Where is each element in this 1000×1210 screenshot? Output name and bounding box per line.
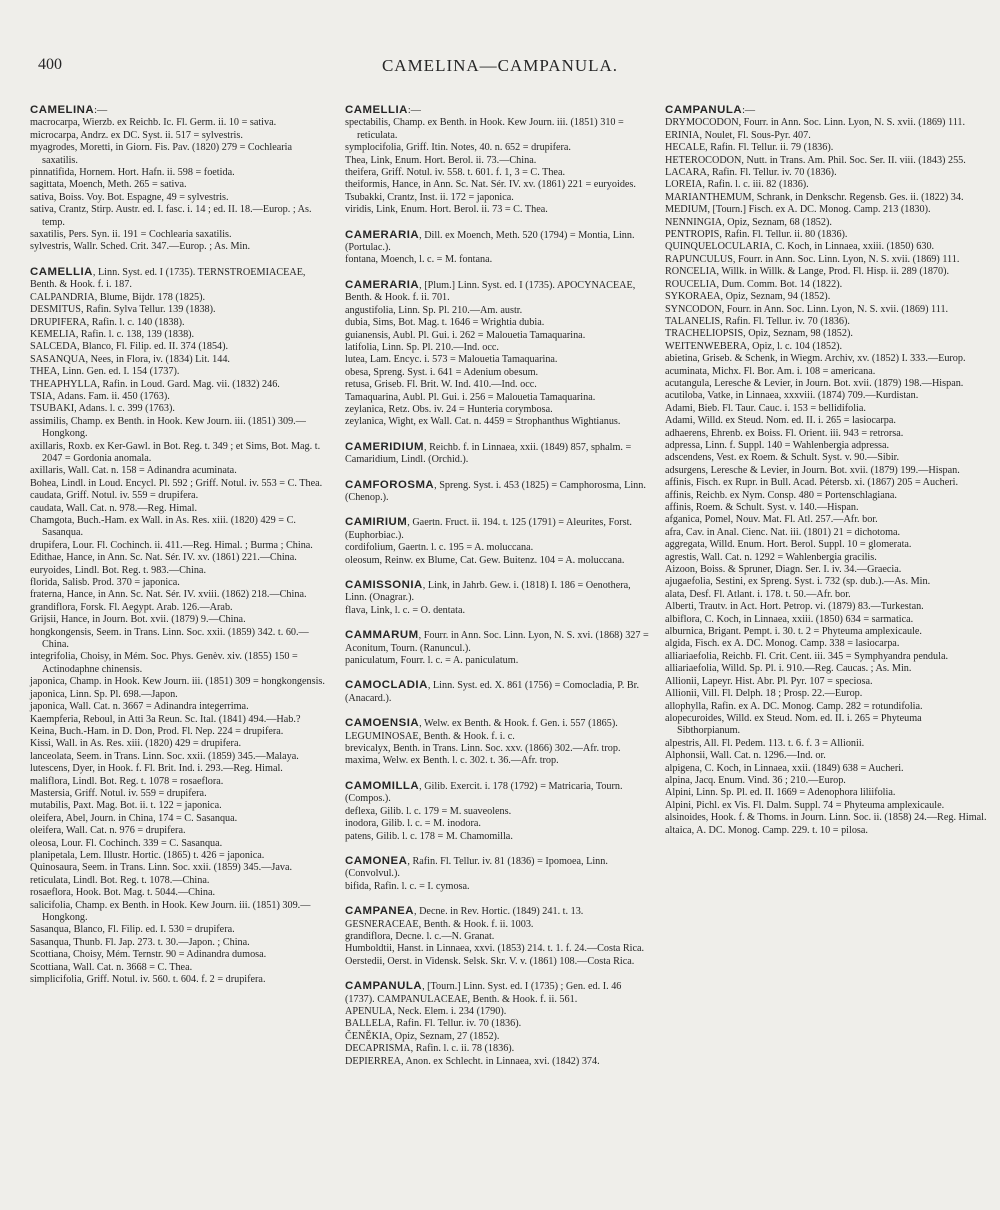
species-entry: paniculatum, Fourr. l. c. = A. paniculatum. <box>345 655 519 667</box>
genus-heading-entry: CAMISSONIA, Link, in Jahrb. Gew. i. (1818) I. 186 = Oenothera, Linn. (Onagrar.). <box>345 579 631 604</box>
entry-gap <box>345 467 650 475</box>
genus-heading-entry: CAMPANULA:— <box>665 104 756 116</box>
species-entry: Allionii, Lapeyr. Hist. Abr. Pl. Pyr. 107 = speciosa. <box>665 675 873 687</box>
species-entry: affinis, Fisch. ex Rupr. in Bull. Acad. Pétersb. xi. (1867) 205 = Aucheri. <box>665 477 959 489</box>
species-entry: japonica, Linn. Sp. Pl. 698.—Japon. <box>30 688 178 700</box>
species-entry: agrestis, Wall. Cat. n. 1292 = Wahlenbergia gracilis. <box>665 551 877 563</box>
genus-heading-entry: CAMFOROSMA, Spreng. Syst. i. 453 (1825) = Camphorosma, Linn. (Chenop.). <box>345 478 646 503</box>
species-entry: aggregata, Willd. Enum. Hort. Berol. Suppl. 10 = glomerata. <box>665 539 912 551</box>
species-entry: hongkongensis, Seem. in Trans. Linn. Soc. xxii. (1859) 342. t. 60.—China. <box>30 626 309 651</box>
species-entry: mutabilis, Paxt. Mag. Bot. ii. t. 122 = japonica. <box>30 800 222 812</box>
genus-name: CAMELLIA <box>345 104 408 116</box>
species-entry: ERINIA, Noulet, Fl. Sous-Pyr. 407. <box>665 129 811 141</box>
species-entry: Alberti, Trautv. in Act. Hort. Petrop. vi. (1879) 83.—Turkestan. <box>665 601 924 613</box>
genus-name: CAMERARIA <box>345 228 420 241</box>
species-entry: oleosum, Reinw. ex Blume, Cat. Gew. Buitenz. 104 = A. moluccana. <box>345 554 625 566</box>
genus-heading-entry: CAMERARIA, [Plum.] Linn. Syst. ed. I (1735). APOCYNACEAE, Benth. & Hook. f. ii. 701. <box>345 278 636 304</box>
species-entry: Tsubakki, Crantz, Inst. ii. 172 = japonica. <box>345 191 514 203</box>
species-entry: planipetala, Lem. Illustr. Hortic. (1865) t. 426 = japonica. <box>30 849 265 861</box>
genus-heading-entry: CAMPANULA, [Tourn.] Linn. Syst. ed. I (1735) ; Gen. ed. I. 46 (1737). CAMPANULACEAE, Benth. & Hook. f. ii. 561. <box>345 980 622 1005</box>
species-entry: SYNCODON, Fourr. in Ann. Soc. Linn. Lyon, N. S. xvii. (1869) 111. <box>665 303 949 315</box>
species-entry: SASANQUA, Nees, in Flora, iv. (1834) Lit. 144. <box>30 353 230 365</box>
species-entry: alata, Desf. Fl. Atlant. i. 178. t. 50.—Afr. bor. <box>665 588 851 600</box>
species-entry: MEDIUM, [Tourn.] Fisch. ex A. DC. Monog. Camp. 213 (1830). <box>665 204 931 216</box>
species-entry: oleosa, Lour. Fl. Cochinch. 339 = C. Sasanqua. <box>30 837 223 849</box>
entry-gap <box>30 254 330 262</box>
species-entry: caudata, Griff. Notul. iv. 559 = drupifera. <box>30 490 199 502</box>
species-entry: sativa, Boiss. Voy. Bot. Espagne, 49 = sylvestris. <box>30 191 229 203</box>
species-entry: altaica, A. DC. Monog. Camp. 229. t. 10 = pilosa. <box>665 824 868 836</box>
species-entry: fraterna, Hance, in Ann. Sc. Nat. Sér. IV. xviii. (1862) 218.—China. <box>30 589 307 601</box>
species-entry: sagittata, Moench, Meth. 265 = sativa. <box>30 179 187 191</box>
species-entry: adhaerens, Ehrenb. ex Boiss. Fl. Orient. iii. 943 = retrorsa. <box>665 427 904 439</box>
species-entry: Oerstedii, Oerst. in Vidensk. Selsk. Skr. V. v. (1861) 108.—Costa Rica. <box>345 955 635 967</box>
species-entry: Sasanqua, Thunb. Fl. Jap. 273. t. 30.—Japon. ; China. <box>30 936 250 948</box>
genus-name: CAMPANULA <box>665 104 743 116</box>
genus-heading-entry: CAMONEA, Rafin. Fl. Tellur. iv. 81 (1836) = Ipomoea, Linn. (Convolvul.). <box>345 854 608 880</box>
species-entry: KEMELIA, Rafin. l. c. 138, 139 (1838). <box>30 328 195 340</box>
genus-heading-entry: CAMERIDIUM, Reichb. f. in Linnaea, xxii. (1849) 857, sphalm. = Camaridium, Lindl. (Orchid.). <box>345 440 632 466</box>
genus-name: CAMERARIA <box>345 278 420 291</box>
species-entry: MARIANTHEMUM, Schrank, in Denkschr. Regensb. Ges. ii. (1822) 34. <box>665 191 964 203</box>
species-entry: Alphonsii, Wall. Cat. n. 1296.—Ind. or. <box>665 750 826 762</box>
species-entry: salicifolia, Champ. ex Benth. in Hook. Kew Journ. iii. (1851) 309.—Hongkong. <box>30 899 311 923</box>
species-entry: alpigena, C. Koch, in Linnaea, xxii. (1849) 638 = Aucheri. <box>665 762 904 774</box>
species-entry: deflexa, Gilib. l. c. 179 = M. suaveolens. <box>345 805 512 817</box>
genus-name: CAMOENSIA <box>345 717 420 730</box>
species-entry: Mastersia, Griff. Notul. iv. 559 = drupifera. <box>30 787 207 799</box>
species-entry: lutescens, Dyer, in Hook. f. Fl. Brit. Ind. i. 293.—Reg. Himal. <box>30 763 283 775</box>
species-entry: obesa, Spreng. Syst. i. 641 = Adenium obesum. <box>345 366 539 378</box>
species-entry: Kaempferia, Reboul, in Atti 3a Reun. Sc. Ital. (1841) 494.—Hab.? <box>30 713 301 725</box>
species-entry: adsurgens, Leresche & Levier, in Journ. Bot. xvii. (1879) 199.—Hispan. <box>665 464 960 476</box>
species-entry: acutangula, Leresche & Levier, in Journ. Bot. xvii. (1879) 198.—Hispan. <box>665 377 964 389</box>
species-entry: pinnatifida, Hornem. Hort. Hafn. ii. 598 = foetida. <box>30 167 235 179</box>
species-entry: Kissi, Wall. in As. Res. xiii. (1820) 429 = drupifera. <box>30 738 242 750</box>
species-entry: rosaeflora, Hook. Bot. Mag. t. 5044.—China. <box>30 887 216 899</box>
species-entry: SYKORAEA, Opiz, Seznam, 94 (1852). <box>665 291 831 303</box>
species-entry: maliflora, Lindl. Bot. Reg. t. 1078 = rosaeflora. <box>30 775 224 787</box>
species-entry: symplocifolia, Griff. Itin. Notes, 40. n. 652 = drupifera. <box>345 142 571 154</box>
species-entry: retusa, Griseb. Fl. Brit. W. Ind. 410.—Ind. occ. <box>345 379 537 391</box>
species-entry: Allionii, Vill. Fl. Delph. 18 ; Prosp. 22.—Europ. <box>665 688 863 700</box>
entry-gap <box>345 617 650 625</box>
genus-heading-entry: CAMELLIA, Linn. Syst. ed. I (1735). TERNSTROEMIACEAE, Benth. & Hook. f. i. 187. <box>30 265 306 291</box>
species-entry: DESMITUS, Rafin. Sylva Tellur. 139 (1838). <box>30 304 216 316</box>
species-entry: allophylla, Rafin. ex A. DC. Monog. Camp. 282 = rotundifolia. <box>665 700 923 712</box>
genus-name: CAMOMILLA <box>345 779 420 792</box>
species-entry: patens, Gilib. l. c. 178 = M. Chamomilla. <box>345 830 513 842</box>
species-entry: HECALE, Rafin. Fl. Tellur. ii. 79 (1836). <box>665 142 834 154</box>
species-entry: zeylanica, Retz. Obs. iv. 24 = Hunteria corymbosa. <box>345 403 553 415</box>
species-entry: WEITENWEBERA, Opiz, l. c. 104 (1852). <box>665 340 843 352</box>
entry-gap <box>345 705 650 713</box>
genus-heading-entry: CAMELINA:— <box>30 104 108 116</box>
species-entry: Adami, Willd. ex Steud. Nom. ed. II. i. 265 = lasiocarpa. <box>665 415 896 427</box>
entry-gap <box>345 843 650 851</box>
species-entry: TRACHELIOPSIS, Opiz, Seznam, 98 (1852). <box>665 328 853 340</box>
species-entry: drupifera, Lour. Fl. Cochinch. ii. 411.—Reg. Himal. ; Burma ; China. <box>30 539 313 551</box>
genus-heading-entry: CAMPANEA, Decne. in Rev. Hortic. (1849) 241. t. 13. GESNERACEAE, Benth. & Hook. f. ii. 1003. <box>345 905 584 930</box>
species-entry: spectabilis, Champ. ex Benth. in Hook. Kew Journ. iii. (1851) 310 = reticulata. <box>345 117 624 141</box>
species-entry: CALPANDRIA, Blume, Bijdr. 178 (1825). <box>30 291 206 303</box>
species-entry: Keina, Buch.-Ham. in D. Don, Prod. Fl. Nep. 224 = drupifera. <box>30 725 284 737</box>
column-3 <box>665 100 987 837</box>
species-entry: oleifera, Abel, Journ. in China, 174 = C. Sasanqua. <box>30 812 238 824</box>
species-entry: TSIA, Adans. Fam. ii. 450 (1763). <box>30 390 170 402</box>
species-entry: euryoides, Lindl. Bot. Reg. t. 983.—China. <box>30 564 207 576</box>
species-entry: THEAPHYLLA, Rafin. in Loud. Gard. Mag. vii. (1832) 246. <box>30 378 280 390</box>
entry-gap <box>345 968 650 976</box>
species-entry: ajugaefolia, Sestini, ex Spreng. Syst. i. 732 (sp. dub.).—As. Min. <box>665 576 931 588</box>
species-entry: bifida, Rafin. l. c. = I. cymosa. <box>345 880 470 892</box>
genus-name: CAMIRIUM <box>345 516 408 529</box>
genus-heading-entry: CAMIRIUM, Gaertn. Fruct. ii. 194. t. 125 (1791) = Aleurites, Forst. (Euphorbiac.). <box>345 516 632 541</box>
species-entry: theiformis, Hance, in Ann. Sc. Nat. Sér. IV. xv. (1861) 221 = euryoides. <box>345 179 636 191</box>
genus-heading-entry: CAMOENSIA, Welw. ex Benth. & Hook. f. Gen. i. 557 (1865). LEGUMINOSAE, Benth. & Hook. f. i. c. <box>345 717 618 742</box>
species-entry: fontana, Moench, l. c. = M. fontana. <box>345 254 493 266</box>
species-entry: integrifolia, Choisy, in Mém. Soc. Phys. Genèv. xiv. (1855) 150 = Actinodaphne chinensis. <box>30 651 298 675</box>
genus-name: CAMELINA <box>30 104 95 116</box>
species-entry: APENULA, Neck. Elem. i. 234 (1790). <box>345 1005 507 1017</box>
species-entry: affinis, Reichb. ex Nym. Consp. 480 = Portenschlagiana. <box>665 489 897 501</box>
species-entry: NENNINGIA, Opiz, Seznam, 68 (1852). <box>665 216 832 228</box>
species-entry: alopecuroides, Willd. ex Steud. Nom. ed. II. i. 265 = Phyteuma Sibthorpianum. <box>665 712 922 737</box>
species-entry: afra, Cav. in Anal. Cienc. Nat. iii. (1801) 21 = dichotoma. <box>665 526 901 538</box>
genus-name: CAMERIDIUM <box>345 440 425 453</box>
species-entry: flava, Link, l. c. = O. dentata. <box>345 604 466 616</box>
genus-name: CAMONEA <box>345 854 408 867</box>
species-entry: axillaris, Wall. Cat. n. 158 = Adinandra acuminata. <box>30 465 237 477</box>
column-1 <box>30 100 330 986</box>
species-entry: simplicifolia, Griff. Notul. iv. 560. t. 604. f. 2 = drupifera. <box>30 974 266 986</box>
species-entry: microcarpa, Andrz. ex DC. Syst. ii. 517 = sylvestris. <box>30 129 243 141</box>
species-entry: RAPUNCULUS, Fourr. in Ann. Soc. Linn. Lyon, N. S. xvii. (1869) 111. <box>665 253 960 265</box>
species-entry: latifolia, Linn. Sp. Pl. 210.—Ind. occ. <box>345 341 499 353</box>
species-entry: lutea, Lam. Encyc. i. 573 = Malouetia Tamaquarina. <box>345 354 558 366</box>
entry-gap <box>345 217 650 225</box>
species-entry: Humboldtii, Hanst. in Linnaea, xxvi. (1853) 214. t. 1. f. 24.—Costa Rica. <box>345 943 645 955</box>
species-entry: angustifolia, Linn. Sp. Pl. 210.—Am. austr. <box>345 304 523 316</box>
species-entry: dubia, Sims, Bot. Mag. t. 1646 = Wrightia dubia. <box>345 317 545 329</box>
species-entry: TSUBAKI, Adans. l. c. 399 (1763). <box>30 403 175 415</box>
species-entry: japonica, Champ. in Hook. Kew Journ. iii. (1851) 309 = hongkongensis. <box>30 676 325 688</box>
species-entry: algida, Fisch. ex A. DC. Monog. Camp. 338 = lasiocarpa. <box>665 638 900 650</box>
genus-heading-entry: CAMOCLADIA, Linn. Syst. ed. X. 861 (1756) = Comocladia, P. Br. (Anacard.). <box>345 679 640 704</box>
genus-name: CAMMARUM <box>345 629 419 642</box>
species-entry: Chamgota, Buch.-Ham. ex Wall. in As. Res. xiii. (1820) 429 = C. Sasanqua. <box>30 515 296 539</box>
species-entry: HETEROCODON, Nutt. in Trans. Am. Phil. Soc. Ser. II. viii. (1843) 255. <box>665 154 966 166</box>
species-entry: SALCEDA, Blanco, Fl. Filip. ed. II. 374 (1854). <box>30 341 229 353</box>
species-entry: cordifolium, Gaertn. l. c. 195 = A. moluccana. <box>345 542 534 554</box>
genus-heading-entry: CAMMARUM, Fourr. in Ann. Soc. Linn. Lyon, N. S. xvi. (1868) 327 = Aconitum, Tourn. (Ranuncul.). <box>345 629 649 654</box>
species-entry: ROUCELIA, Dum. Comm. Bot. 14 (1822). <box>665 278 843 290</box>
species-entry: Tamaquarina, Aubl. Pl. Gui. i. 256 = Malouetia Tamaquarina. <box>345 391 596 403</box>
species-entry: alliariaefolia, Willd. Sp. Pl. i. 910.—Reg. Caucas. ; As. Min. <box>665 663 912 675</box>
species-entry: grandiflora, Forsk. Fl. Aegypt. Arab. 126.—Arab. <box>30 601 233 613</box>
species-entry: LACARA, Rafin. Fl. Tellur. iv. 70 (1836). <box>665 167 837 179</box>
species-entry: florida, Salisb. Prod. 370 = japonica. <box>30 577 180 589</box>
species-entry: alliariaefolia, Reichb. Fl. Crit. Cent. iii. 345 = Symphyandra pendula. <box>665 650 949 662</box>
species-entry: sylvestris, Wallr. Sched. Crit. 347.—Europ. ; As. Min. <box>30 241 250 253</box>
species-entry: Alpini, Linn. Sp. Pl. ed. II. 1669 = Adenophora liliifolia. <box>665 787 896 799</box>
species-entry: assimilis, Champ. ex Benth. in Hook. Kew Journ. iii. (1851) 309.—Hongkong. <box>30 415 306 440</box>
page-number: 400 <box>38 56 62 73</box>
entry-gap <box>345 667 650 675</box>
species-entry: acuminata, Michx. Fl. Bor. Am. i. 108 = americana. <box>665 365 876 377</box>
species-entry: macrocarpa, Wierzb. ex Reichb. Ic. Fl. Germ. ii. 10 = sativa. <box>30 117 277 129</box>
species-entry: THEA, Linn. Gen. ed. I. 154 (1737). <box>30 366 180 378</box>
column-2 <box>345 100 650 1068</box>
species-entry: inodora, Gilib. l. c. = M. inodora. <box>345 818 481 830</box>
species-entry: QUINQUELOCULARIA, C. Koch, in Linnaea, xxiii. (1850) 630. <box>665 241 935 253</box>
species-entry: oleifera, Wall. Cat. n. 976 = drupifera. <box>30 825 186 837</box>
species-entry: Bohea, Lindl. in Loud. Encycl. Pl. 592 ; Griff. Notul. iv. 553 = C. Thea. <box>30 477 323 489</box>
species-entry: Sasanqua, Blanco, Fl. Filip. ed. I. 530 = drupifera. <box>30 924 235 936</box>
entry-gap <box>345 429 650 437</box>
species-entry: caudata, Wall. Cat. n. 978.—Reg. Himal. <box>30 502 198 514</box>
species-entry: Alpini, Pichl. ex Vis. Fl. Dalm. Suppl. 74 = Phyteuma amplexicaule. <box>665 799 945 811</box>
running-title: CAMELINA—CAMPANULA. <box>381 56 619 75</box>
species-entry: viridis, Link, Enum. Hort. Berol. ii. 73 = C. Thea. <box>345 204 548 216</box>
genus-name: CAMOCLADIA <box>345 679 428 692</box>
species-entry: TALANELIS, Rafin. Fl. Tellur. iv. 70 (1836). <box>665 315 850 327</box>
entry-gap <box>345 567 650 575</box>
species-entry: ČENĚKIA, Opiz, Seznam, 27 (1852). <box>345 1030 500 1042</box>
species-entry: adpressa, Linn. f. Suppl. 140 = Wahlenbergia adpressa. <box>665 439 890 451</box>
species-entry: saxatilis, Pers. Syn. ii. 191 = Cochlearia saxatilis. <box>30 229 232 241</box>
species-entry: grandiflora, Decne. l. c.—N. Granat. <box>345 930 495 942</box>
species-entry: Edithae, Hance, in Ann. Sc. Nat. Sér. IV. xv. (1861) 221.—China. <box>30 552 297 564</box>
entry-gap <box>345 893 650 901</box>
species-entry: RONCELIA, Willk. in Willk. & Lange, Prod. Fl. Hisp. ii. 289 (1870). <box>665 266 950 278</box>
species-entry: alsinoides, Hook. f. & Thoms. in Journ. Linn. Soc. ii. (1858) 24.—Reg. Himal. <box>665 812 987 824</box>
species-entry: PENTROPIS, Rafin. Fl. Tellur. ii. 80 (1836). <box>665 229 848 241</box>
species-entry: Scottiana, Choisy, Mém. Ternstr. 90 = Adinandra dumosa. <box>30 949 267 961</box>
species-entry: alpestris, All. Fl. Pedem. 113. t. 6. f. 3 = Allionii. <box>665 737 865 749</box>
species-entry: DRYMOCODON, Fourr. in Ann. Soc. Linn. Lyon, N. S. xvii. (1869) 111. <box>665 117 966 129</box>
genus-heading-entry: CAMOMILLA, Gilib. Exercit. i. 178 (1792) = Matricaria, Tourn. (Compos.). <box>345 779 623 805</box>
species-entry: afganica, Pomel, Nouv. Mat. Fl. Atl. 257.—Afr. bor. <box>665 514 878 526</box>
entry-gap <box>345 267 650 275</box>
species-entry: LOREIA, Rafin. l. c. iii. 82 (1836). <box>665 179 809 191</box>
entry-gap <box>345 768 650 776</box>
genus-heading-entry: CAMELLIA:— <box>345 104 421 116</box>
genus-name: CAMPANEA <box>345 905 414 918</box>
species-entry: Quinosaura, Seem. in Trans. Linn. Soc. xxii. (1859) 345.—Java. <box>30 862 293 874</box>
species-entry: BALLELA, Rafin. Fl. Tellur. iv. 70 (1836). <box>345 1018 522 1030</box>
species-entry: DRUPIFERA, Rafin. l. c. 140 (1838). <box>30 316 185 328</box>
species-entry: alpina, Jacq. Enum. Vind. 36 ; 210.—Europ. <box>665 774 846 786</box>
species-entry: guianensis, Aubl. Pl. Gui. i. 262 = Malouetia Tamaquarina. <box>345 329 586 341</box>
species-entry: myagrodes, Moretti, in Giorn. Fis. Pav. (1820) 279 = Cochlearia saxatilis. <box>30 142 292 166</box>
species-entry: abietina, Griseb. & Schenk, in Wiegm. Archiv, xv. (1852) I. 333.—Europ. <box>665 353 966 365</box>
species-entry: Aizoon, Boiss. & Spruner, Diagn. Ser. I. iv. 34.—Graecia. <box>665 564 902 576</box>
species-entry: sativa, Crantz, Stirp. Austr. ed. I. fasc. i. 14 ; ed. II. 18.—Europ. ; As. temp. <box>30 204 312 228</box>
species-entry: DEPIERREA, Anon. ex Schlecht. in Linnaea, xvi. (1842) 374. <box>345 1055 600 1067</box>
species-entry: Grijsii, Hance, in Journ. Bot. xvii. (1879) 9.—China. <box>30 614 246 626</box>
species-entry: Scottiana, Wall. Cat. n. 3668 = C. Thea. <box>30 961 193 973</box>
species-entry: japonica, Wall. Cat. n. 3667 = Adinandra integerrima. <box>30 701 249 713</box>
species-entry: axillaris, Roxb. ex Ker-Gawl. in Bot. Reg. t. 349 ; et Sims, Bot. Mag. t. 2047 = Gordonia anomala. <box>30 440 321 464</box>
genus-name: CAMFOROSMA <box>345 478 435 491</box>
genus-name: CAMISSONIA <box>345 579 423 591</box>
species-entry: adscendens, Vest. ex Roem. & Schult. Syst. v. 90.—Sibir. <box>665 452 900 464</box>
genus-heading-entry: CAMERARIA, Dill. ex Moench, Meth. 520 (1794) = Montia, Linn. (Portulac.). <box>345 228 635 254</box>
species-entry: brevicalyx, Benth. in Trans. Linn. Soc. xxv. (1866) 302.—Afr. trop. <box>345 743 621 755</box>
species-entry: zeylanica, Wight, ex Wall. Cat. n. 4459 = Strophanthus Wightianus. <box>345 416 621 428</box>
species-entry: Adami, Bieb. Fl. Taur. Cauc. i. 153 = bellidifolia. <box>665 402 866 414</box>
species-entry: maxima, Welw. ex Benth. l. c. 302. t. 36.—Afr. trop. <box>345 755 559 767</box>
entry-gap <box>345 504 650 512</box>
species-entry: lanceolata, Seem. in Trans. Linn. Soc. xxii. (1859) 345.—Malaya. <box>30 750 299 762</box>
species-entry: acutiloba, Vatke, in Linnaea, xxxviii. (1874) 709.—Kurdistan. <box>665 390 919 402</box>
species-entry: theifera, Griff. Notul. iv. 558. t. 601. f. 1, 3 = C. Thea. <box>345 167 566 179</box>
species-entry: reticulata, Lindl. Bot. Reg. t. 1078.—China. <box>30 874 210 886</box>
genus-name: CAMPANULA <box>345 980 423 993</box>
species-entry: albiflora, C. Koch, in Linnaea, xxiii. (1850) 634 = sarmatica. <box>665 613 914 625</box>
species-entry: Thea, Link, Enum. Hort. Berol. ii. 73.—China. <box>345 154 537 166</box>
genus-name: CAMELLIA <box>30 265 93 278</box>
species-entry: alburnica, Brigant. Pempt. i. 30. t. 2 = Phyteuma amplexicaule. <box>665 626 922 638</box>
species-entry: affinis, Roem. & Schult. Syst. v. 140.—Hispan. <box>665 502 859 513</box>
species-entry: DECAPRISMA, Rafin. l. c. ii. 78 (1836). <box>345 1043 515 1055</box>
